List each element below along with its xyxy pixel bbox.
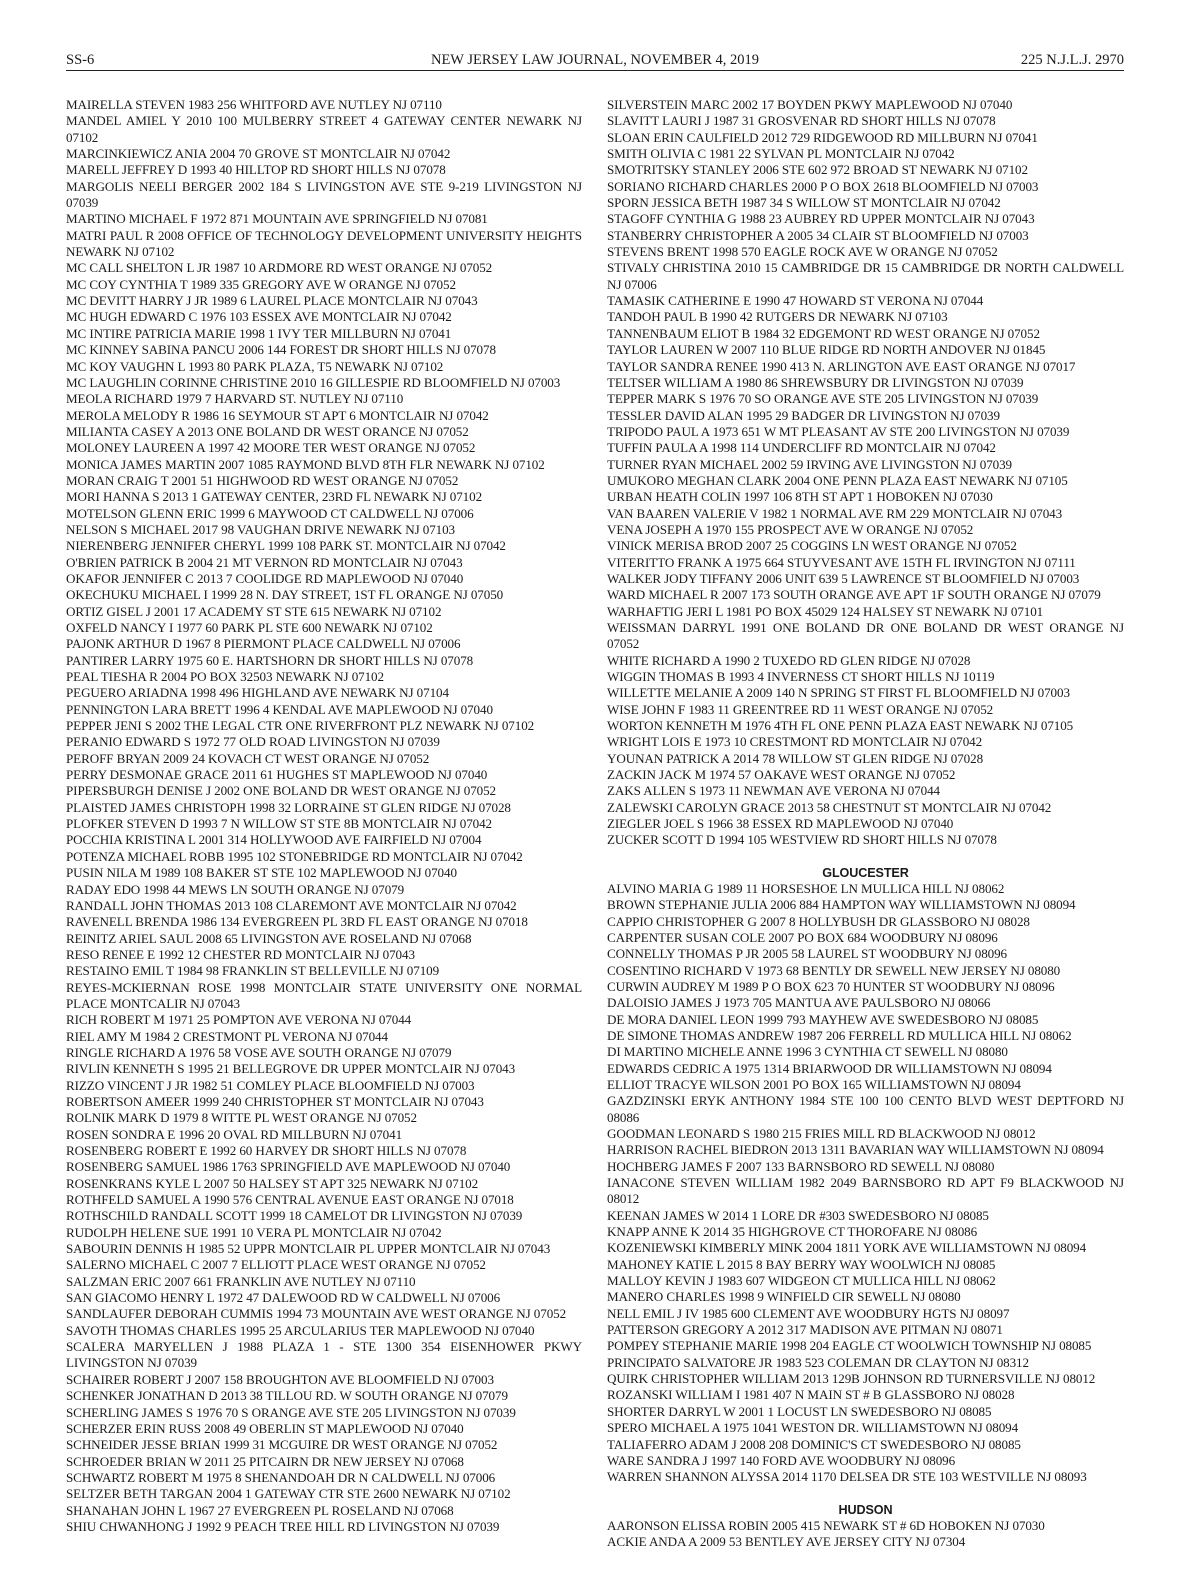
attorney-listing: MORI HANNA S 2013 1 GATEWAY CENTER, 23RD FL NEWARK NJ 07102 [66, 489, 483, 505]
attorney-listing: NELL EMIL J IV 1985 600 CLEMENT AVE WOODBURY HGTS NJ 08097 [607, 1305, 1010, 1321]
attorney-listing: MANERO CHARLES 1998 9 WINFIELD CIR SEWELL NJ 08080 [607, 1289, 961, 1305]
attorney-listing: TURNER RYAN MICHAEL 2002 59 IRVING AVE LIVINGSTON NJ 07039 [607, 456, 1013, 472]
publication-title: NEW JERSEY LAW JOURNAL, NOVEMBER 4, 2019 [430, 52, 760, 68]
attorney-listing: WISE JOHN F 1983 11 GREENTREE RD 11 WEST ORANGE NJ 07052 [607, 701, 994, 717]
attorney-listing: MC INTIRE PATRICIA MARIE 1998 1 IVY TER MILLBURN NJ 07041 [66, 325, 452, 341]
attorney-listing: SALZMAN ERIC 2007 661 FRANKLIN AVE NUTLEY NJ 07110 [66, 1273, 416, 1289]
attorney-listing: UMUKORO MEGHAN CLARK 2004 ONE PENN PLAZA EAST NEWARK NJ 07105 [607, 472, 1068, 488]
attorney-listing: ROTHSCHILD RANDALL SCOTT 1999 18 CAMELOT DR LIVINGSTON NJ 07039 [66, 1208, 523, 1224]
attorney-listing: SPORN JESSICA BETH 1987 34 S WILLOW ST MONTCLAIR NJ 07042 [607, 195, 1001, 211]
attorney-listing: PAJONK ARTHUR D 1967 8 PIERMONT PLACE CALDWELL NJ 07006 [66, 636, 461, 652]
attorney-listing: RIZZO VINCENT J JR 1982 51 COMLEY PLACE BLOOMFIELD NJ 07003 [66, 1077, 475, 1093]
attorney-listing: MC DEVITT HARRY J JR 1989 6 LAUREL PLACE MONTCLAIR NJ 07043 [66, 293, 478, 309]
attorney-listing: MONICA JAMES MARTIN 2007 1085 RAYMOND BLVD 8TH FLR NEWARK NJ 07102 [66, 456, 545, 472]
attorney-listing: ROSEN SONDRA E 1996 20 OVAL RD MILLBURN NJ 07041 [66, 1126, 403, 1142]
attorney-listing: BROWN STEPHANIE JULIA 2006 884 HAMPTON WAY WILLIAMSTOWN NJ 08094 [607, 897, 1076, 913]
attorney-listing: SELTZER BETH TARGAN 2004 1 GATEWAY CTR STE 2600 NEWARK NJ 07102 [66, 1486, 511, 1502]
county-heading: GLOUCESTER [822, 865, 909, 880]
attorney-listing: ZALEWSKI CAROLYN GRACE 2013 58 CHESTNUT ST MONTCLAIR NJ 07042 [607, 799, 1052, 815]
attorney-listing: SHORTER DARRYL W 2001 1 LOCUST LN SWEDESBORO NJ 08085 [607, 1403, 992, 1419]
attorney-listing: MC LAUGHLIN CORINNE CHRISTINE 2010 16 GILLESPIE RD BLOOMFIELD NJ 07003 [66, 374, 561, 390]
attorney-listing: SPERO MICHAEL A 1975 1041 WESTON DR. WILLIAMSTOWN NJ 08094 [607, 1420, 1019, 1436]
attorney-listing: PEGUERO ARIADNA 1998 496 HIGHLAND AVE NEWARK NJ 07104 [66, 685, 449, 701]
attorney-listing: MC HUGH EDWARD C 1976 103 ESSEX AVE MONTCLAIR NJ 07042 [66, 309, 452, 325]
attorney-listing: MEROLA MELODY R 1986 16 SEYMOUR ST APT 6 MONTCLAIR NJ 07042 [66, 407, 489, 423]
attorney-listing: ZACKIN JACK M 1974 57 OAKAVE WEST ORANGE NJ 07052 [607, 767, 956, 783]
attorney-listing: WEISSMAN DARRYL 1991 ONE BOLAND DR ONE BOLAND DR WEST ORANGE NJ 07052 [607, 620, 1124, 652]
attorney-listing: STEVENS BRENT 1998 570 EAGLE ROCK AVE W ORANGE NJ 07052 [607, 244, 998, 260]
attorney-listing: POCCHIA KRISTINA L 2001 314 HOLLYWOOD AVE FAIRFIELD NJ 07004 [66, 832, 482, 848]
attorney-listing: ROZANSKI WILLIAM I 1981 407 N MAIN ST # B GLASSBORO NJ 08028 [607, 1387, 1015, 1403]
attorney-listing: STANBERRY CHRISTOPHER A 2005 34 CLAIR ST BLOOMFIELD NJ 07003 [607, 227, 1029, 243]
attorney-listing: RIEL AMY M 1984 2 CRESTMONT PL VERONA NJ 07044 [66, 1028, 388, 1044]
attorney-listing: PLAISTED JAMES CHRISTOPH 1998 32 LORRAINE ST GLEN RIDGE NJ 07028 [66, 799, 511, 815]
attorney-listing: NELSON S MICHAEL 2017 98 VAUGHAN DRIVE NEWARK NJ 07103 [66, 521, 455, 537]
attorney-listing: MAIRELLA STEVEN 1983 256 WHITFORD AVE NUTLEY NJ 07110 [66, 97, 442, 112]
attorney-listing: MATRI PAUL R 2008 OFFICE OF TECHNOLOGY DEVELOPMENT UNIVERSITY HEIGHTS NEWARK NJ 07102 [66, 227, 582, 260]
attorney-listing: TAMASIK CATHERINE E 1990 47 HOWARD ST VERONA NJ 07044 [607, 293, 984, 309]
attorney-listing: KNAPP ANNE K 2014 35 HIGHGROVE CT THOROFARE NJ 08086 [607, 1224, 978, 1240]
attorney-listing: SHIU CHWANHONG J 1992 9 PEACH TREE HILL RD LIVINGSTON NJ 07039 [66, 1518, 500, 1534]
attorney-listing: GOODMAN LEONARD S 1980 215 FRIES MILL RD BLACKWOOD NJ 08012 [607, 1125, 1036, 1141]
attorney-listing: WHITE RICHARD A 1990 2 TUXEDO RD GLEN RIDGE NJ 07028 [607, 652, 971, 668]
attorney-listing: MC COY CYNTHIA T 1989 335 GREGORY AVE W ORANGE NJ 07052 [66, 276, 456, 292]
attorney-listing: HOCHBERG JAMES F 2007 133 BARNSBORO RD SEWELL NJ 08080 [607, 1158, 995, 1174]
attorney-listing: MARGOLIS NEELI BERGER 2002 184 S LIVINGSTON AVE STE 9-219 LIVINGSTON NJ 07039 [66, 178, 582, 211]
attorney-listing: WALKER JODY TIFFANY 2006 UNIT 639 5 LAWRENCE ST BLOOMFIELD NJ 07003 [607, 570, 1080, 586]
attorney-listing: TANDOH PAUL B 1990 42 RUTGERS DR NEWARK NJ 07103 [607, 309, 948, 325]
attorney-listing: WARHAFTIG JERI L 1981 PO BOX 45029 124 HALSEY ST NEWARK NJ 07101 [607, 603, 1044, 619]
attorney-listing: ELLIOT TRACYE WILSON 2001 PO BOX 165 WILLIAMSTOWN NJ 08094 [607, 1076, 1021, 1092]
left-column [66, 97, 582, 1535]
attorney-listing: ZIEGLER JOEL S 1966 38 ESSEX RD MAPLEWOOD NJ 07040 [607, 816, 954, 832]
attorney-listing: MAHONEY KATIE L 2015 8 BAY BERRY WAY WOOLWICH NJ 08085 [607, 1256, 996, 1272]
attorney-listing: STIVALY CHRISTINA 2010 15 CAMBRIDGE DR 15 CAMBRIDGE DR NORTH CALDWELL NJ 07006 [607, 260, 1124, 292]
attorney-listing: WRIGHT LOIS E 1973 10 CRESTMONT RD MONTCLAIR NJ 07042 [607, 734, 983, 750]
attorney-listing: ROSENBERG ROBERT E 1992 60 HARVEY DR SHORT HILLS NJ 07078 [66, 1143, 467, 1158]
attorney-listing: RADAY EDO 1998 44 MEWS LN SOUTH ORANGE NJ 07079 [66, 881, 405, 897]
attorney-listing: KOZENIEWSKI KIMBERLY MINK 2004 1811 YORK AVE WILLIAMSTOWN NJ 08094 [607, 1240, 1087, 1256]
attorney-listing: SHANAHAN JOHN L 1967 27 EVERGREEN PL ROSELAND NJ 07068 [66, 1502, 454, 1518]
attorney-listing: RAVENELL BRENDA 1986 134 EVERGREEN PL 3RD FL EAST ORANGE NJ 07018 [66, 914, 528, 930]
attorney-listing: NIERENBERG JENNIFER CHERYL 1999 108 PARK ST. MONTCLAIR NJ 07042 [66, 538, 506, 554]
attorney-listing: RESO RENEE E 1992 12 CHESTER RD MONTCLAIR NJ 07043 [66, 946, 415, 962]
attorney-listing: SAN GIACOMO HENRY L 1972 47 DALEWOOD RD W CALDWELL NJ 07006 [66, 1290, 501, 1306]
attorney-listing: SABOURIN DENNIS H 1985 52 UPPR MONTCLAIR PL UPPER MONTCLAIR NJ 07043 [66, 1241, 551, 1257]
attorney-listing: TEPPER MARK S 1976 70 SO ORANGE AVE STE 205 LIVINGSTON NJ 07039 [607, 391, 1039, 407]
attorney-listing: WORTON KENNETH M 1976 4TH FL ONE PENN PLAZA EAST NEWARK NJ 07105 [607, 718, 1074, 734]
attorney-listing: SLAVITT LAURI J 1987 31 GROSVENAR RD SHORT HILLS NJ 07078 [607, 113, 996, 129]
attorney-listing: OKAFOR JENNIFER C 2013 7 COOLIDGE RD MAPLEWOOD NJ 07040 [66, 570, 464, 586]
attorney-listing: RICH ROBERT M 1971 25 POMPTON AVE VERONA NJ 07044 [66, 1012, 412, 1028]
attorney-listing: SCHENKER JONATHAN D 2013 38 TILLOU RD. W SOUTH ORANGE NJ 07079 [66, 1388, 508, 1404]
attorney-listing: MOLONEY LAUREEN A 1997 42 MOORE TER WEST ORANGE NJ 07052 [66, 440, 476, 456]
attorney-listing: RIVLIN KENNETH S 1995 21 BELLEGROVE DR UPPER MONTCLAIR NJ 07043 [66, 1061, 516, 1077]
attorney-listing: RANDALL JOHN THOMAS 2013 108 CLAREMONT AVE MONTCLAIR NJ 07042 [66, 897, 517, 913]
attorney-listing: COSENTINO RICHARD V 1973 68 BENTLY DR SEWELL NEW JERSEY NJ 08080 [607, 962, 1061, 978]
page-header [66, 50, 1124, 71]
county-section [607, 865, 1124, 1486]
attorney-listing: ROLNIK MARK D 1979 8 WITTE PL WEST ORANGE NJ 07052 [66, 1110, 417, 1126]
attorney-listing: REINITZ ARIEL SAUL 2008 65 LIVINGSTON AVE ROSELAND NJ 07068 [66, 930, 472, 946]
attorney-listing: PIPERSBURGH DENISE J 2002 ONE BOLAND DR WEST ORANGE NJ 07052 [66, 783, 497, 799]
attorney-listing: ROSENBERG SAMUEL 1986 1763 SPRINGFIELD AVE MAPLEWOOD NJ 07040 [66, 1159, 511, 1175]
attorney-listing: WARREN SHANNON ALYSSA 2014 1170 DELSEA DR STE 103 WESTVILLE NJ 08093 [607, 1469, 1087, 1485]
right-column-entries [607, 97, 1124, 849]
attorney-listing: SCHNEIDER JESSE BRIAN 1999 31 MCGUIRE DR WEST ORANGE NJ 07052 [66, 1437, 498, 1453]
attorney-listing: MARTINO MICHAEL F 1972 871 MOUNTAIN AVE SPRINGFIELD NJ 07081 [66, 211, 488, 227]
attorney-listing: YOUNAN PATRICK A 2014 78 WILLOW ST GLEN RIDGE NJ 07028 [607, 750, 984, 766]
attorney-listing: SCHAIRER ROBERT J 2007 158 BROUGHTON AVE BLOOMFIELD NJ 07003 [66, 1371, 494, 1387]
attorney-listing: PATTERSON GREGORY A 2012 317 MADISON AVE PITMAN NJ 08071 [607, 1322, 1003, 1338]
attorney-listing: MARELL JEFFREY D 1993 40 HILLTOP RD SHORT HILLS NJ 07078 [66, 162, 446, 178]
attorney-listing: MILIANTA CASEY A 2013 ONE BOLAND DR WEST ORANCE NJ 07052 [66, 423, 469, 439]
attorney-listing: PRINCIPATO SALVATORE JR 1983 523 COLEMAN DR CLAYTON NJ 08312 [607, 1354, 1029, 1370]
attorney-listing: CAPPIO CHRISTOPHER G 2007 8 HOLLYBUSH DR GLASSBORO NJ 08028 [607, 913, 1030, 929]
attorney-listing: DALOISIO JAMES J 1973 705 MANTUA AVE PAULSBORO NJ 08066 [607, 995, 991, 1011]
attorney-listing: SILVERSTEIN MARC 2002 17 BOYDEN PKWY MAPLEWOOD NJ 07040 [607, 97, 1013, 112]
attorney-listing: MC KINNEY SABINA PANCU 2006 144 FOREST DR SHORT HILLS NJ 07078 [66, 342, 496, 358]
attorney-listing: VENA JOSEPH A 1970 155 PROSPECT AVE W ORANGE NJ 07052 [607, 521, 974, 537]
attorney-listing: TELTSER WILLIAM A 1980 86 SHREWSBURY DR LIVINGSTON NJ 07039 [607, 374, 1024, 390]
attorney-listing: ALVINO MARIA G 1989 11 HORSESHOE LN MULLICA HILL NJ 08062 [607, 880, 1005, 896]
attorney-listing: SCHWARTZ ROBERT M 1975 8 SHENANDOAH DR N CALDWELL NJ 07006 [66, 1469, 496, 1485]
attorney-listing: CARPENTER SUSAN COLE 2007 PO BOX 684 WOODBURY NJ 08096 [607, 929, 998, 945]
attorney-listing: SLOAN ERIN CAULFIELD 2012 729 RIDGEWOOD RD MILLBURN NJ 07041 [607, 129, 1038, 145]
attorney-listing: PERANIO EDWARD S 1972 77 OLD ROAD LIVINGSTON NJ 07039 [66, 734, 440, 750]
attorney-listing: SAVOTH THOMAS CHARLES 1995 25 ARCULARIUS TER MAPLEWOOD NJ 07040 [66, 1322, 535, 1338]
attorney-listing: VAN BAAREN VALERIE V 1982 1 NORMAL AVE RM 229 MONTCLAIR NJ 07043 [607, 505, 1063, 521]
attorney-listing: ROTHFELD SAMUEL A 1990 576 CENTRAL AVENUE EAST ORANGE NJ 07018 [66, 1192, 514, 1208]
attorney-listing: WILLETTE MELANIE A 2009 140 N SPRING ST FIRST FL BLOOMFIELD NJ 07003 [607, 685, 1070, 701]
attorney-listing: DE SIMONE THOMAS ANDREW 1987 206 FERRELL RD MULLICA HILL NJ 08062 [607, 1027, 1072, 1043]
attorney-listing: AARONSON ELISSA ROBIN 2005 415 NEWARK ST # 6D HOBOKEN NJ 07030 [607, 1517, 1045, 1533]
attorney-listing: STAGOFF CYNTHIA G 1988 23 AUBREY RD UPPER MONTCLAIR NJ 07043 [607, 211, 1035, 227]
attorney-listing: PEAL TIESHA R 2004 PO BOX 32503 NEWARK NJ 07102 [66, 669, 384, 685]
county-sections [607, 865, 1124, 1550]
attorney-listing: SANDLAUFER DEBORAH CUMMIS 1994 73 MOUNTAIN AVE WEST ORANGE NJ 07052 [66, 1306, 567, 1322]
attorney-listing: ZUCKER SCOTT D 1994 105 WESTVIEW RD SHORT HILLS NJ 07078 [607, 832, 997, 848]
attorney-listing: MANDEL AMIEL Y 2010 100 MULBERRY STREET 4 GATEWAY CENTER NEWARK NJ 07102 [66, 113, 582, 145]
attorney-listing: SMOTRITSKY STANLEY 2006 STE 602 972 BROAD ST NEWARK NJ 07102 [607, 162, 1028, 178]
attorney-listing: SORIANO RICHARD CHARLES 2000 P O BOX 2618 BLOOMFIELD NJ 07003 [607, 178, 1039, 194]
attorney-listing: O'BRIEN PATRICK B 2004 21 MT VERNON RD MONTCLAIR NJ 07043 [66, 554, 463, 570]
attorney-listing: WARE SANDRA J 1997 140 FORD AVE WOODBURY NJ 08096 [607, 1452, 956, 1468]
attorney-listing: MC KOY VAUGHN L 1993 80 PARK PLAZA, T5 NEWARK NJ 07102 [66, 358, 444, 374]
attorney-listing: REYES-MCKIERNAN ROSE 1998 MONTCLAIR STATE UNIVERSITY ONE NORMAL PLACE MONTCALIR NJ 07043 [66, 979, 582, 1011]
attorney-listing: TUFFIN PAULA A 1998 114 UNDERCLIFF RD MONTCLAIR NJ 07042 [607, 440, 996, 456]
attorney-listing: ZAKS ALLEN S 1973 11 NEWMAN AVE VERONA NJ 07044 [607, 783, 940, 799]
attorney-listing: MOTELSON GLENN ERIC 1999 6 MAYWOOD CT CALDWELL NJ 07006 [66, 505, 474, 521]
attorney-listing: TALIAFERRO ADAM J 2008 208 DOMINIC'S CT SWEDESBORO NJ 08085 [607, 1436, 1021, 1452]
attorney-listing: ORTIZ GISEL J 2001 17 ACADEMY ST STE 615 NEWARK NJ 07102 [66, 603, 442, 619]
attorney-listing: VITERITTO FRANK A 1975 664 STUYVESANT AVE 15TH FL IRVINGTON NJ 07111 [607, 554, 1076, 570]
attorney-listing: PENNINGTON LARA BRETT 1996 4 KENDAL AVE MAPLEWOOD NJ 07040 [66, 701, 493, 717]
attorney-listing: TRIPODO PAUL A 1973 651 W MT PLEASANT AV STE 200 LIVINGSTON NJ 07039 [607, 423, 1070, 439]
county-section [607, 1502, 1124, 1551]
attorney-listing: POMPEY STEPHANIE MARIE 1998 204 EAGLE CT WOOLWICH TOWNSHIP NJ 08085 [607, 1338, 1092, 1354]
attorney-listing: ROSENKRANS KYLE L 2007 50 HALSEY ST APT 325 NEWARK NJ 07102 [66, 1175, 479, 1191]
county-heading: HUDSON [838, 1502, 893, 1517]
attorney-listing: SCALERA MARYELLEN J 1988 PLAZA 1 - STE 1300 354 EISENHOWER PKWY LIVINGSTON NJ 07039 [66, 1339, 582, 1371]
attorney-listing: RUDOLPH HELENE SUE 1991 10 VERA PL MONTCLAIR NJ 07042 [66, 1224, 442, 1240]
attorney-listing: DE MORA DANIEL LEON 1999 793 MAYHEW AVE SWEDESBORO NJ 08085 [607, 1011, 1039, 1027]
attorney-listing: OKECHUKU MICHAEL I 1999 28 N. DAY STREET, 1ST FL ORANGE NJ 07050 [66, 587, 504, 603]
attorney-listing: PEPPER JENI S 2002 THE LEGAL CTR ONE RIVERFRONT PLZ NEWARK NJ 07102 [66, 718, 535, 734]
attorney-listing: MC CALL SHELTON L JR 1987 10 ARDMORE RD WEST ORANGE NJ 07052 [66, 260, 493, 276]
attorney-listing: WIGGIN THOMAS B 1993 4 INVERNESS CT SHORT HILLS NJ 10119 [607, 669, 995, 685]
attorney-listing: SCHERZER ERIN RUSS 2008 49 OBERLIN ST MAPLEWOOD NJ 07040 [66, 1420, 464, 1436]
attorney-listing: SCHROEDER BRIAN W 2011 25 PITCAIRN DR NEW JERSEY NJ 07068 [66, 1453, 464, 1469]
attorney-listing: PUSIN NILA M 1989 108 BAKER ST STE 102 MAPLEWOOD NJ 07040 [66, 865, 457, 881]
attorney-listing: ROBERTSON AMEER 1999 240 CHRISTOPHER ST MONTCLAIR NJ 07043 [66, 1093, 484, 1109]
attorney-listing: MALLOY KEVIN J 1983 607 WIDGEON CT MULLICA HILL NJ 08062 [607, 1273, 996, 1289]
attorney-listing: OXFELD NANCY I 1977 60 PARK PL STE 600 NEWARK NJ 07102 [66, 620, 433, 635]
attorney-listing: CONNELLY THOMAS P JR 2005 58 LAUREL ST WOODBURY NJ 08096 [607, 946, 1007, 962]
attorney-listing: KEENAN JAMES W 2014 1 LORE DR #303 SWEDESBORO NJ 08085 [607, 1207, 989, 1223]
attorney-listing: RINGLE RICHARD A 1976 58 VOSE AVE SOUTH ORANGE NJ 07079 [66, 1044, 452, 1060]
attorney-listing: PLOFKER STEVEN D 1993 7 N WILLOW ST STE 8B MONTCLAIR NJ 07042 [66, 816, 493, 832]
right-column [607, 97, 1124, 1550]
attorney-listing: PANTIRER LARRY 1975 60 E. HARTSHORN DR SHORT HILLS NJ 07078 [66, 652, 474, 668]
citation: 225 N.J.L.J. 2970 [1020, 52, 1124, 68]
attorney-listing: HARRISON RACHEL BIEDRON 2013 1311 BAVARIAN WAY WILLIAMSTOWN NJ 08094 [607, 1142, 1104, 1158]
attorney-listing: IANACONE STEVEN WILLIAM 1982 2049 BARNSBORO RD APT F9 BLACKWOOD NJ 08012 [607, 1175, 1124, 1207]
attorney-listing: ACKIE ANDA A 2009 53 BENTLEY AVE JERSEY CITY NJ 07304 [607, 1533, 966, 1549]
attorney-listing: SCHERLING JAMES S 1976 70 S ORANGE AVE STE 205 LIVINGSTON NJ 07039 [66, 1404, 516, 1420]
page-label: SS-6 [66, 52, 95, 68]
attorney-listing: POTENZA MICHAEL ROBB 1995 102 STONEBRIDGE RD MONTCLAIR NJ 07042 [66, 848, 523, 864]
attorney-listing: SALERNO MICHAEL C 2007 7 ELLIOTT PLACE WEST ORANGE NJ 07052 [66, 1257, 486, 1273]
attorney-listing: MARCINKIEWICZ ANIA 2004 70 GROVE ST MONTCLAIR NJ 07042 [66, 146, 451, 162]
attorney-listing: QUIRK CHRISTOPHER WILLIAM 2013 129B JOHNSON RD TURNERSVILLE NJ 08012 [607, 1371, 1096, 1387]
attorney-listing: GAZDZINSKI ERYK ANTHONY 1984 STE 100 100 CENTO BLVD WEST DEPTFORD NJ 08086 [607, 1093, 1124, 1125]
attorney-listing: VINICK MERISA BROD 2007 25 COGGINS LN WEST ORANGE NJ 07052 [607, 538, 1017, 554]
attorney-listing: TANNENBAUM ELIOT B 1984 32 EDGEMONT RD WEST ORANGE NJ 07052 [607, 325, 1040, 341]
attorney-listing: TAYLOR SANDRA RENEE 1990 413 N. ARLINGTON AVE EAST ORANGE NJ 07017 [607, 358, 1076, 374]
attorney-listing: RESTAINO EMIL T 1984 98 FRANKLIN ST BELLEVILLE NJ 07109 [66, 963, 440, 979]
attorney-listing: URBAN HEATH COLIN 1997 106 8TH ST APT 1 HOBOKEN NJ 07030 [607, 489, 993, 505]
attorney-listing: SMITH OLIVIA C 1981 22 SYLVAN PL MONTCLAIR NJ 07042 [607, 146, 955, 162]
attorney-listing: PERRY DESMONAE GRACE 2011 61 HUGHES ST MAPLEWOOD NJ 07040 [66, 767, 488, 783]
attorney-listing: PEROFF BRYAN 2009 24 KOVACH CT WEST ORANGE NJ 07052 [66, 750, 430, 766]
attorney-listing: WARD MICHAEL R 2007 173 SOUTH ORANGE AVE APT 1F SOUTH ORANGE NJ 07079 [607, 587, 1101, 603]
attorney-listing: TAYLOR LAUREN W 2007 110 BLUE RIDGE RD NORTH ANDOVER NJ 01845 [607, 342, 1046, 358]
attorney-listing: DI MARTINO MICHELE ANNE 1996 3 CYNTHIA CT SEWELL NJ 08080 [607, 1044, 1008, 1060]
attorney-listing: TESSLER DAVID ALAN 1995 29 BADGER DR LIVINGSTON NJ 07039 [607, 407, 1000, 423]
attorney-listing: MORAN CRAIG T 2001 51 HIGHWOOD RD WEST ORANGE NJ 07052 [66, 472, 459, 488]
attorney-listing: MEOLA RICHARD 1979 7 HARVARD ST. NUTLEY NJ 07110 [66, 391, 404, 407]
attorney-listing: EDWARDS CEDRIC A 1975 1314 BRIARWOOD DR WILLIAMSTOWN NJ 08094 [607, 1060, 1052, 1076]
attorney-listing: CURWIN AUDREY M 1989 P O BOX 623 70 HUNTER ST WOODBURY NJ 08096 [607, 978, 1055, 994]
